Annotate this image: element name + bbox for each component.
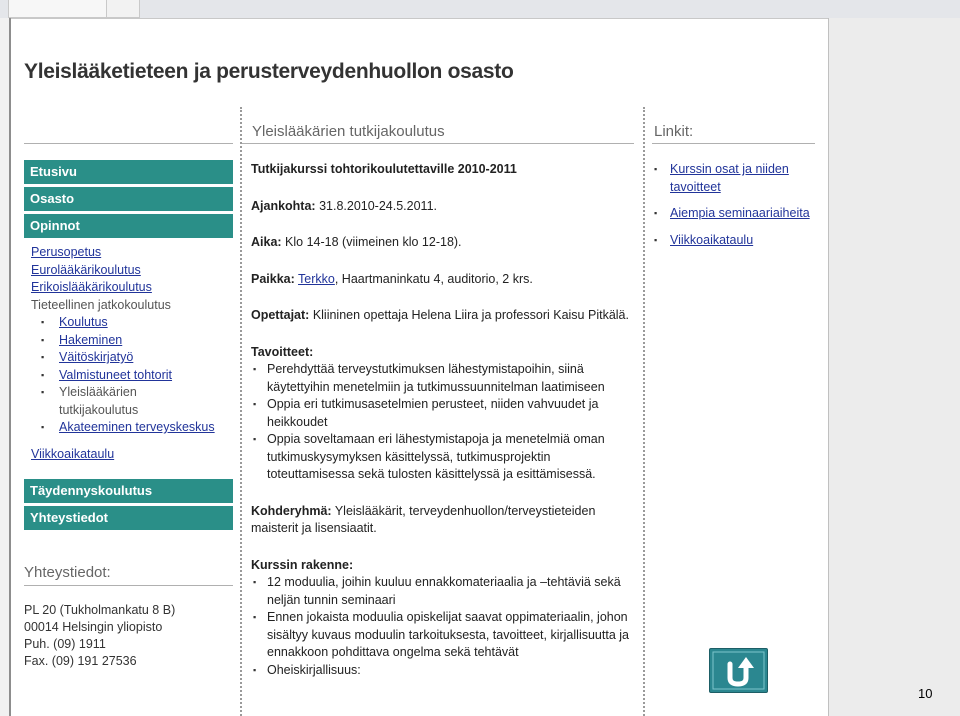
- nav-link-hakeminen[interactable]: ▪ Hakeminen: [59, 332, 123, 347]
- nav-link-koulutus[interactable]: ▪ Koulutus: [59, 315, 108, 329]
- link-kurssin-osat[interactable]: Kurssin osat ja niiden tavoitteet: [670, 162, 789, 194]
- contact-heading: Yhteystiedot:: [24, 564, 111, 581]
- nav-link-valmistuneet-tohtorit[interactable]: ▪ Valmistuneet tohtorit: [59, 367, 173, 382]
- list-item: ▪ Ennen jokaista moduulia opiskelijat saavat oppimateriaalin, johon sisältyy kuvaus moduulin tarkoituksesta, tavoitteet, kirjallisuutta ja ennakkoon pohdittava ongelma sekä tehtävät: [251, 609, 634, 662]
- list-item: ▪ Oppia eri tutkimusasetelmien perusteet, niiden vahvuudet ja heikkoudet: [251, 396, 634, 431]
- window-left-edge: [0, 18, 9, 716]
- list-item: [654, 161, 814, 196]
- tavoitteet-label: Tavoitteet:: [251, 344, 314, 359]
- links-heading: Linkit:: [654, 123, 694, 140]
- rakenne-label: Kurssin rakenne:: [251, 557, 354, 572]
- aika-label: Aika:: [251, 235, 282, 249]
- nav-item-yhteystiedot[interactable]: Yhteystiedot: [24, 506, 233, 530]
- opettajat-label: Opettajat:: [251, 308, 310, 322]
- column-separator: [643, 107, 645, 716]
- nav-item-taydennyskoulutus[interactable]: Täydennyskoulutus: [24, 479, 233, 503]
- contact-line: PL 20 (Tukholmankatu 8 B): [24, 603, 176, 617]
- nav-link-eurolaakarikoulutus[interactable]: Eurolääkärikoulutus: [31, 262, 141, 277]
- contact-line: Fax. (09) 191 27536: [24, 654, 137, 668]
- link-line: Yleislääkärien: [59, 385, 137, 399]
- nav-link-vaitoskirjatyo[interactable]: ▪ Väitöskirjatyö: [59, 350, 134, 364]
- section-heading: Yleislääkärien tutkijakoulutus: [252, 123, 445, 140]
- list-item: [31, 367, 237, 385]
- browser-tab[interactable]: [106, 0, 140, 18]
- tavoitteet-list: [251, 361, 634, 484]
- main-content: [251, 161, 634, 698]
- list-item: ▪ 12 moduulia, joihin kuuluu ennakkomateriaalia ja –tehtäviä sekä neljän tunnin seminaari: [251, 574, 634, 609]
- link-aiempia-seminaariaiheita[interactable]: Aiempia seminaariaiheita: [670, 206, 810, 220]
- link-line: tutkijakoulutus: [59, 402, 139, 417]
- nav-item-osasto[interactable]: Osasto: [24, 187, 233, 211]
- list-item: [31, 332, 237, 350]
- links-list: [654, 161, 814, 258]
- contact-line: 00014 Helsingin yliopisto: [24, 620, 163, 634]
- ajankohta-value: 31.8.2010-24.5.2011.: [315, 198, 437, 213]
- divider: [652, 143, 815, 144]
- rakenne-list: [251, 574, 634, 679]
- u-turn-arrow-icon: [710, 649, 767, 692]
- nav-link-perusopetus[interactable]: Perusopetus: [31, 245, 102, 259]
- nav-link-tieteellinen-jatkokoulutus[interactable]: Tieteellinen jatkokoulutus: [31, 297, 171, 312]
- right-margin: [828, 18, 960, 716]
- course-title: Tutkijakurssi tohtorikoulutettaville 2010-2011: [251, 162, 517, 176]
- terkko-link[interactable]: Terkko: [298, 271, 335, 286]
- opinnot-submenu: [31, 244, 237, 463]
- divider: [24, 143, 233, 144]
- contact-info: [24, 602, 175, 670]
- nav-link-yleislaakarien-tutkijakoulutus[interactable]: [59, 384, 237, 419]
- paikka-label: Paikka:: [251, 271, 295, 286]
- ajankohta-label: Ajankohta:: [251, 198, 316, 213]
- list-item: ▪ Oppia soveltamaan eri lähestymistapoja ja menetelmiä oman tutkimuskysymyksen käsittelyssä, tutkimusprojektin toteuttamisessa sekä tulosten käsittelyssä ja esittämisessä.: [251, 431, 634, 484]
- browser-tab[interactable]: [8, 0, 108, 18]
- divider: [240, 143, 634, 144]
- nav-link-akateeminen-terveyskeskus[interactable]: ▪ Akateeminen terveyskeskus: [59, 420, 215, 434]
- list-item: [31, 314, 237, 332]
- list-item: ▪ Perehdyttää terveystutkimuksen lähestymistapoihin, siinä käytettyihin menetelmiin ja tutkimussuunnitelman laatimiseen: [251, 361, 634, 396]
- nav-link-viikkoaikataulu[interactable]: Viikkoaikataulu: [31, 446, 115, 461]
- nav-link-erikoislaakarikoulutus[interactable]: Erikoislääkärikoulutus: [31, 280, 152, 294]
- kohderyhma-label: Kohderyhmä:: [251, 503, 332, 518]
- nav-item-opinnot[interactable]: Opinnot: [24, 214, 233, 238]
- column-separator: [240, 107, 242, 716]
- list-item: [654, 205, 814, 223]
- list-item: ▪ Oheiskirjallisuus:: [251, 662, 634, 680]
- jatkokoulutus-list: [31, 314, 237, 437]
- nav-item-etusivu[interactable]: Etusivu: [24, 160, 233, 184]
- divider: [24, 585, 233, 586]
- contact-line: Puh. (09) 1911: [24, 637, 106, 651]
- list-item: [31, 419, 237, 437]
- paikka-value: , Haartmaninkatu 4, auditorio, 2 krs.: [334, 271, 533, 286]
- page-number: 10: [918, 686, 933, 701]
- opettajat-value: Kliininen opettaja Helena Liira ja professori Kaisu Pitkälä.: [309, 308, 629, 322]
- list-item: [31, 349, 237, 367]
- list-item: [654, 232, 814, 250]
- list-item: [31, 384, 237, 419]
- aika-value: Klo 14-18 (viimeinen klo 12-18).: [281, 235, 462, 249]
- browser-tab-bar: [0, 0, 960, 19]
- page-title: Yleislääketieteen ja perusterveydenhuollon osasto: [24, 60, 514, 83]
- kohderyhma-value: Yleislääkärit, terveydenhuollon/terveystieteiden maisterit ja lisensiaatit.: [251, 503, 596, 535]
- back-to-top-button[interactable]: [709, 648, 768, 693]
- link-viikkoaikataulu[interactable]: Viikkoaikataulu: [670, 232, 754, 247]
